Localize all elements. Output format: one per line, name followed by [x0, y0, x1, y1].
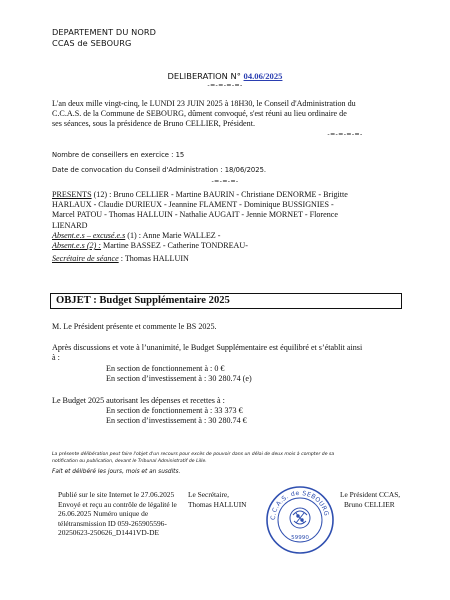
excuse-text: (1) : Anne Marie WALLEZ - — [125, 230, 221, 240]
attendance-block — [52, 190, 412, 264]
recours-line: notification ou publication, devant le Tribunal Administratif de Lille. — [52, 459, 207, 464]
vote-line: à : — [52, 353, 60, 363]
excuse-line — [52, 231, 412, 241]
publication-info — [58, 490, 188, 538]
publication-line: Publié sur le site Internet le 27.06.2025 — [58, 490, 175, 499]
president-signature — [340, 490, 440, 509]
recours-line: La présente délibération peut faire l'objet d'un recours pour excès de pouvoir dans un délai de deux mois à compter de sa — [52, 452, 335, 457]
intro-line: L'an deux mille vingt-cinq, le LUNDI 23 JUIN 2025 à 18H30, le Conseil d'Administration du — [52, 99, 356, 108]
secretaire-title: Le Secrétaire, — [188, 490, 230, 499]
intro-paragraph — [52, 99, 402, 130]
autorise-investissement: En section d’investissement à : 30 280.74 € — [106, 416, 247, 425]
presents-line: LIENARD — [52, 220, 88, 230]
absent-line — [52, 241, 412, 251]
presents-line: HARLAUX - Claudie DURIEUX - Jeannine FLAMENT - Dominique BUSSIGNIES - — [52, 200, 334, 210]
separator: -=-=-=-=- — [327, 131, 363, 138]
intro-line: C.C.A.S. de la Commune de SEBOURG, dûment convoqué, s'est réuni au lieu ordinaire de — [52, 109, 347, 119]
excuse-label: Absent.e.s – excusé.e.s — [52, 230, 126, 240]
equilibre-fonctionnement: En section de fonctionnement à : 0 € — [106, 364, 225, 373]
vote-paragraph — [52, 343, 402, 363]
secretaire-label: Secrétaire de séance — [52, 254, 119, 264]
recours-notice — [52, 451, 412, 465]
convocation-date: Date de convocation du Conseil d'Administration : 18/06/2025. — [52, 166, 267, 174]
conseillers-count: Nombre de conseillers en exercice : 15 — [52, 151, 185, 159]
presents-line: Marcel PATOU - Thomas HALLUIN - Nathalie AUGAIT - Jennie MORNET - Florence — [52, 210, 338, 220]
deliberation-label: DELIBERATION N° — [167, 71, 241, 81]
absent-label: Absent.e.s (2) : — [52, 241, 101, 251]
stamp-code: 59990 — [291, 535, 309, 541]
president-name: Bruno CELLIER — [344, 499, 395, 509]
separator: -=-=-=- — [211, 178, 239, 185]
deliberation-number: 04.06/2025 — [243, 71, 283, 81]
publication-line: 20250623-250626_D1441VD-DE — [58, 528, 159, 538]
publication-line: Envoyé et reçu au contrôle de légalité le — [58, 499, 177, 509]
deliberation-title — [0, 71, 450, 81]
secretaire-text: : Thomas HALLUIN — [118, 254, 189, 264]
intro-line: ses séances, sous la présidence de Bruno CELLIER, Président. — [52, 119, 255, 129]
absent-text: Martine BASSEZ - Catherine TONDREAU- — [101, 241, 248, 251]
ccas-name: CCAS de SEBOURG — [52, 38, 132, 48]
president-title: Le Président CCAS, — [340, 490, 401, 499]
objet-title: OBJET : Budget Supplémentaire 2025 — [56, 295, 230, 306]
separator: -=-=-=-=- — [207, 82, 243, 89]
official-stamp — [265, 485, 335, 555]
secretaire-signature — [188, 490, 268, 509]
presents-line — [52, 190, 412, 200]
department-name: DEPARTEMENT DU NORD — [52, 27, 157, 37]
fait-delibere: Fait et délibéré les jours, mois et an susdits. — [52, 469, 181, 475]
president-statement: M. Le Président présente et commente le BS 2025. — [52, 322, 217, 331]
presents-text: (12) : Bruno CELLIER - Martine BAURIN - Christiane DENORME - Brigitte — [91, 190, 348, 199]
autorise-fonctionnement: En section de fonctionnement à : 33 373 € — [106, 406, 243, 415]
publication-line: télétransmission ID 059-265905596- — [58, 518, 167, 528]
stamp-text: C.C.A.S. de SEBOURG — [269, 489, 330, 521]
presents-label: PRESENTS — [52, 190, 92, 199]
vote-line: Après discussions et vote à l’unanimité, le Budget Supplémentaire est équilibré et s’établit ainsi — [52, 343, 363, 352]
equilibre-investissement: En section d’investissement à : 30 280.74 (e) — [106, 374, 252, 383]
secretaire-name: Thomas HALLUIN — [188, 499, 247, 509]
secretaire-line — [52, 254, 412, 264]
stamp-crest-icon — [290, 508, 310, 528]
publication-line: 26.06.2025 Numéro unique de — [58, 509, 149, 519]
budget-autorise: Le Budget 2025 autorisant les dépenses et recettes à : — [52, 396, 225, 405]
